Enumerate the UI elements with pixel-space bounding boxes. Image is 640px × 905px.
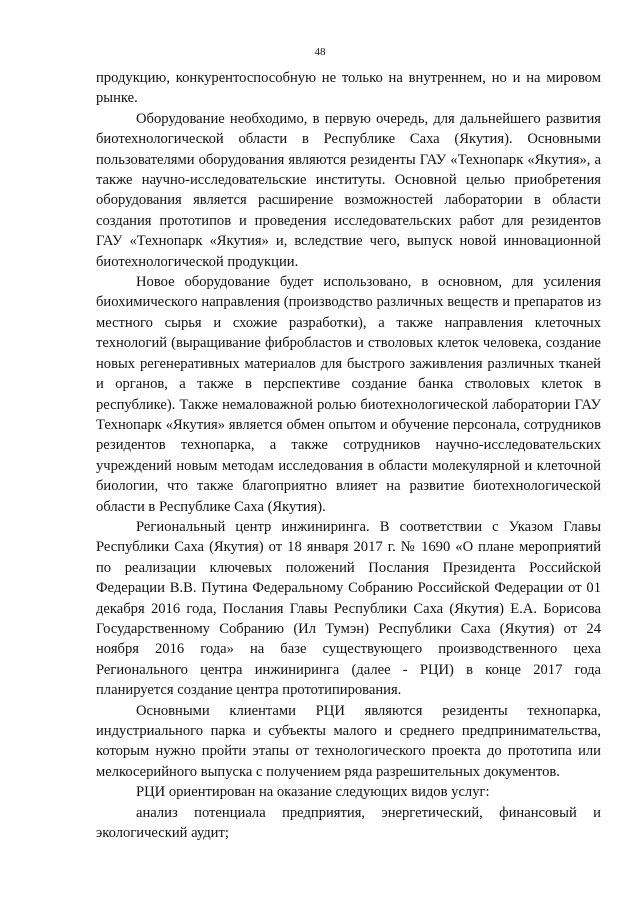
paragraph-4: Региональный центр инжиниринга. В соответствии с Указом Главы Республики Саха (Якутия) от 18 января 2017 г. № 1690 «О плане мероприятий по реализации ключевых положений Послания Президента Российской Федерации В.В. Путина Федеральному Собранию Российской Федерации от 01 декабря 2016 года, Послания Главы Республики Саха (Якутия) Е.А. Борисова Государственному Собранию (Ил Тумэн) Республики Саха (Якутия) от 24 ноября 2016 года» на базе существующего производственного цеха Регионального центра инжиниринга (далее - РЦИ) в конце 2017 года планируется создание центра прототипирования.	[96, 518, 601, 699]
paragraph-2: Оборудование необходимо, в первую очередь, для дальнейшего развития биотехнологической области в Республике Саха (Якутия). Основными пользователями оборудования являются резиденты ГАУ «Технопарк «Якутия», а также научно-исследовательские институты. Основной целью приобретения оборудования является расширение возможностей лаборатории в области создания прототипов и проведения исследовательских работ для резидентов ГАУ «Технопарк «Якутия» и, вследствие чего, выпуск новой инновационной биотехнологической продукции.	[96, 110, 601, 270]
paragraph-1: продукцию, конкурентоспособную не только на внутреннем, но и на мировом рынке.	[96, 70, 601, 107]
body-text	[96, 68, 601, 843]
paragraph-5: Основными клиентами РЦИ являются резиденты технопарка, индустриального парка и субъекты малого и среднего предпринимательства, которым нужно пройти этапы от технологического проекта до прототипа или мелкосерийного выпуска с получением ряда разрешительных документов.	[96, 702, 601, 780]
paragraph-6: РЦИ ориентирован на оказание следующих видов услуг:	[136, 784, 490, 801]
paragraph-7: анализ потенциала предприятия, энергетический, финансовый и экологический аудит;	[96, 804, 601, 842]
page-number: 48	[314, 46, 326, 58]
paragraph-3: Новое оборудование будет использовано, в основном, для усиления биохимического направления (производство различных веществ и препаратов из местного сырья и схожие разработки), а также направления клеточных технологий (выращивание фибробластов и стволовых клеток человека, создание новых регенеративных материалов для быстрого заживления различных тканей и органов, а также в перспективе создание банка стволовых клеток в республике). Также немаловажной ролью биотехнологической лаборатории ГАУ Технопарк «Якутия» является обмен опытом и обучение персонала, сотрудников резидентов технопарка, а также сотрудников научно-исследовательских учреждений новым методам исследования в области молекулярной и клеточной биологии, что также благоприятно влияет на развитие биотехнологической области в Республике Саха (Якутия).	[96, 274, 601, 515]
